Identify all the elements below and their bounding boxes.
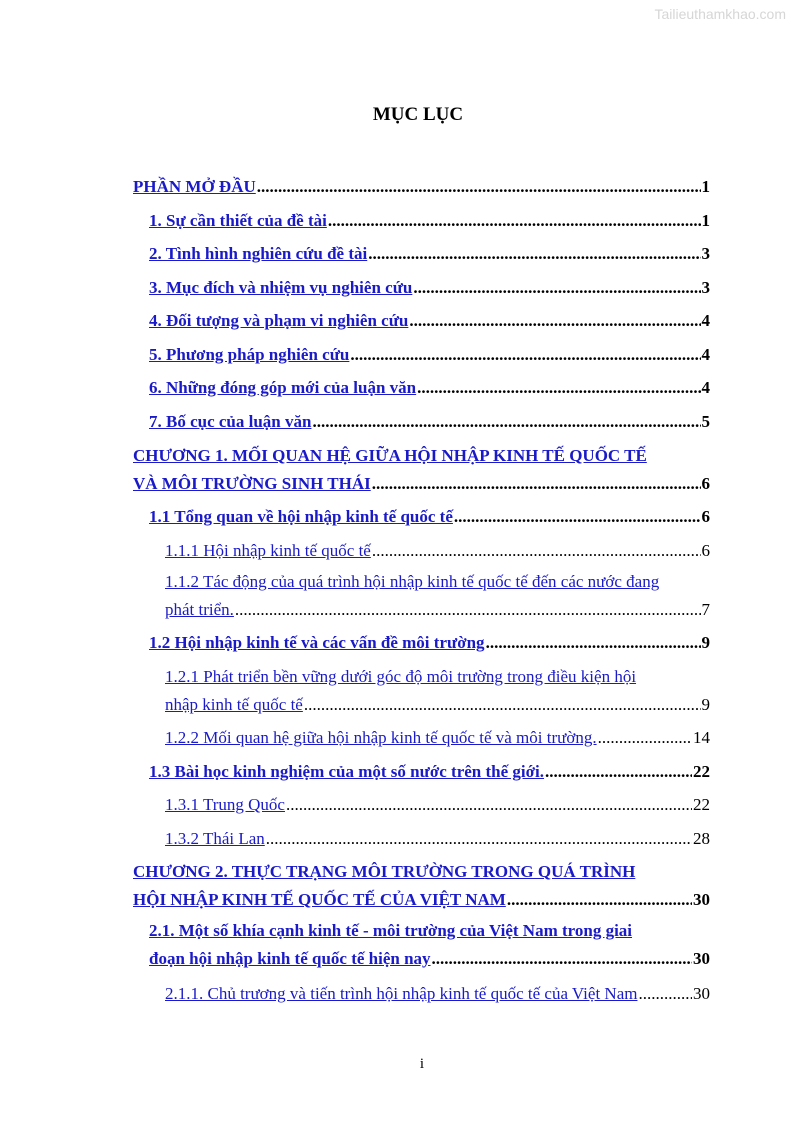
toc-page-number: 3 <box>701 278 710 297</box>
toc-entry-text-line1[interactable]: 1.2.1 Phát triển bền vững dưới góc độ môi trường trong điều kiện hội <box>165 667 637 686</box>
toc-entry-text[interactable]: VÀ MÔI TRƯỜNG SINH THÁI <box>133 474 371 493</box>
toc-page-number: 30 <box>693 890 710 909</box>
page-title: MỤC LỤC <box>372 104 464 125</box>
toc-entry[interactable] <box>165 825 710 853</box>
toc-entry-text[interactable]: 1.3.1 Trung Quốc <box>165 795 285 814</box>
toc-entry-text[interactable]: 1.3 Bài học kinh nghiệm của một số nước trên thế giới. <box>149 762 545 781</box>
toc-entry-text[interactable]: phát triển. <box>165 600 234 619</box>
dot-leader <box>312 408 700 436</box>
toc-entry-text[interactable]: 1.2 Hội nhập kinh tế và các vấn đề môi trường <box>149 633 485 652</box>
toc-entry[interactable] <box>165 568 710 624</box>
dot-leader <box>266 825 692 853</box>
dot-leader <box>486 629 701 657</box>
toc-entry-text[interactable]: 1.1.1 Hội nhập kinh tế quốc tế <box>165 541 371 560</box>
toc-entry[interactable] <box>149 917 710 973</box>
toc-page-number: 6 <box>701 474 710 493</box>
toc-entry[interactable] <box>149 629 710 657</box>
dot-leader <box>507 886 692 914</box>
dot-leader <box>257 173 701 201</box>
toc-entry[interactable] <box>149 408 710 436</box>
dot-leader <box>638 980 692 1008</box>
toc-entry[interactable] <box>149 307 710 335</box>
toc-entry[interactable] <box>133 858 710 914</box>
dot-leader <box>598 724 692 752</box>
toc-entry-text[interactable]: nhập kinh tế quốc tế <box>165 695 303 714</box>
toc-page-number: 9 <box>701 633 710 652</box>
toc-page-number: 6 <box>701 541 710 560</box>
dot-leader <box>328 207 701 235</box>
toc-page-number: 7 <box>701 600 710 619</box>
dot-leader <box>454 503 701 531</box>
toc-entry-text[interactable]: 6. Những đóng góp mới của luận văn <box>149 378 417 397</box>
toc-page-number: 30 <box>693 949 710 968</box>
toc-entry[interactable] <box>149 240 710 268</box>
toc-entry-text[interactable]: 1.2.2 Mối quan hệ giữa hội nhập kinh tế quốc tế và môi trường. <box>165 728 597 747</box>
toc-page-number: 14 <box>693 728 710 747</box>
toc-entry-text[interactable]: PHẦN MỞ ĐẦU <box>133 177 256 196</box>
toc-entry[interactable] <box>165 980 710 1008</box>
toc-entry-text-line1[interactable]: 1.1.2 Tác động của quá trình hội nhập kinh tế quốc tế đến các nước đang <box>165 572 660 591</box>
dot-leader <box>368 240 700 268</box>
toc-entry[interactable] <box>149 503 710 531</box>
watermark: Tailieuthamkhao.com <box>654 6 786 22</box>
toc-page-number: 22 <box>693 762 710 781</box>
toc-entry-text[interactable]: 1. Sự cần thiết của đề tài <box>149 211 327 230</box>
toc-page-number: 1 <box>701 177 710 196</box>
toc-entry-text[interactable]: 5. Phương pháp nghiên cứu <box>149 345 350 364</box>
toc-page-number: 4 <box>701 311 710 330</box>
toc-entry[interactable] <box>165 663 710 719</box>
toc-entry[interactable] <box>165 537 710 565</box>
toc-entry-text[interactable]: 1.3.2 Thái Lan <box>165 829 265 848</box>
dot-leader <box>545 758 692 786</box>
dot-leader <box>286 791 692 819</box>
toc-entry-text-line1[interactable]: CHƯƠNG 2. THỰC TRẠNG MÔI TRƯỜNG TRONG QUÁ TRÌNH <box>133 862 636 881</box>
toc-entry-text[interactable]: 2. Tình hình nghiên cứu đề tài <box>149 244 368 263</box>
toc-page-number: 9 <box>701 695 710 714</box>
toc-entry-text[interactable]: đoạn hội nhập kinh tế quốc tế hiện nay <box>149 949 431 968</box>
toc-entry[interactable] <box>133 173 710 201</box>
toc-page-number: 4 <box>701 378 710 397</box>
toc-page-number: 5 <box>701 412 710 431</box>
dot-leader <box>304 691 701 719</box>
toc-entry-text[interactable]: HỘI NHẬP KINH TẾ QUỐC TẾ CỦA VIỆT NAM <box>133 890 506 909</box>
toc-page-number: 28 <box>693 829 710 848</box>
dot-leader <box>417 374 700 402</box>
dot-leader <box>413 274 700 302</box>
toc-page-number: 30 <box>693 984 710 1003</box>
toc-entry[interactable] <box>149 207 710 235</box>
toc-entry-text[interactable]: 1.1 Tổng quan về hội nhập kinh tế quốc tế <box>149 507 453 526</box>
toc-entry[interactable] <box>165 791 710 819</box>
dot-leader <box>372 470 701 498</box>
dot-leader <box>432 945 692 973</box>
toc-entry-text-line1[interactable]: CHƯƠNG 1. MỐI QUAN HỆ GIỮA HỘI NHẬP KINH TẾ QUỐC TẾ <box>133 446 647 465</box>
toc-entry-text[interactable]: 3. Mục đích và nhiệm vụ nghiên cứu <box>149 278 413 297</box>
dot-leader <box>372 537 701 565</box>
dot-leader <box>235 596 701 624</box>
dot-leader <box>350 341 700 369</box>
toc-entry-text-line1[interactable]: 2.1. Một số khía cạnh kinh tế - môi trường của Việt Nam trong giai <box>149 921 633 940</box>
toc-entry[interactable] <box>149 374 710 402</box>
toc-entry-text[interactable]: 7. Bố cục của luận văn <box>149 412 312 431</box>
toc-entry-text[interactable]: 2.1.1. Chủ trương và tiến trình hội nhập kinh tế quốc tế của Việt Nam <box>165 984 638 1003</box>
toc-entry[interactable] <box>165 724 710 752</box>
toc-page-number: 3 <box>701 244 710 263</box>
toc-entry[interactable] <box>149 758 710 786</box>
toc-entry[interactable] <box>149 341 710 369</box>
toc-page-number: 4 <box>701 345 710 364</box>
toc-page-number: 1 <box>701 211 710 230</box>
toc-entry[interactable] <box>133 442 710 498</box>
page-number: i <box>419 1056 425 1072</box>
toc-entry[interactable] <box>149 274 710 302</box>
toc-entry-text[interactable]: 4. Đối tượng và phạm vi nghiên cứu <box>149 311 409 330</box>
toc-page-number: 6 <box>701 507 710 526</box>
dot-leader <box>409 307 700 335</box>
toc-page-number: 22 <box>693 795 710 814</box>
